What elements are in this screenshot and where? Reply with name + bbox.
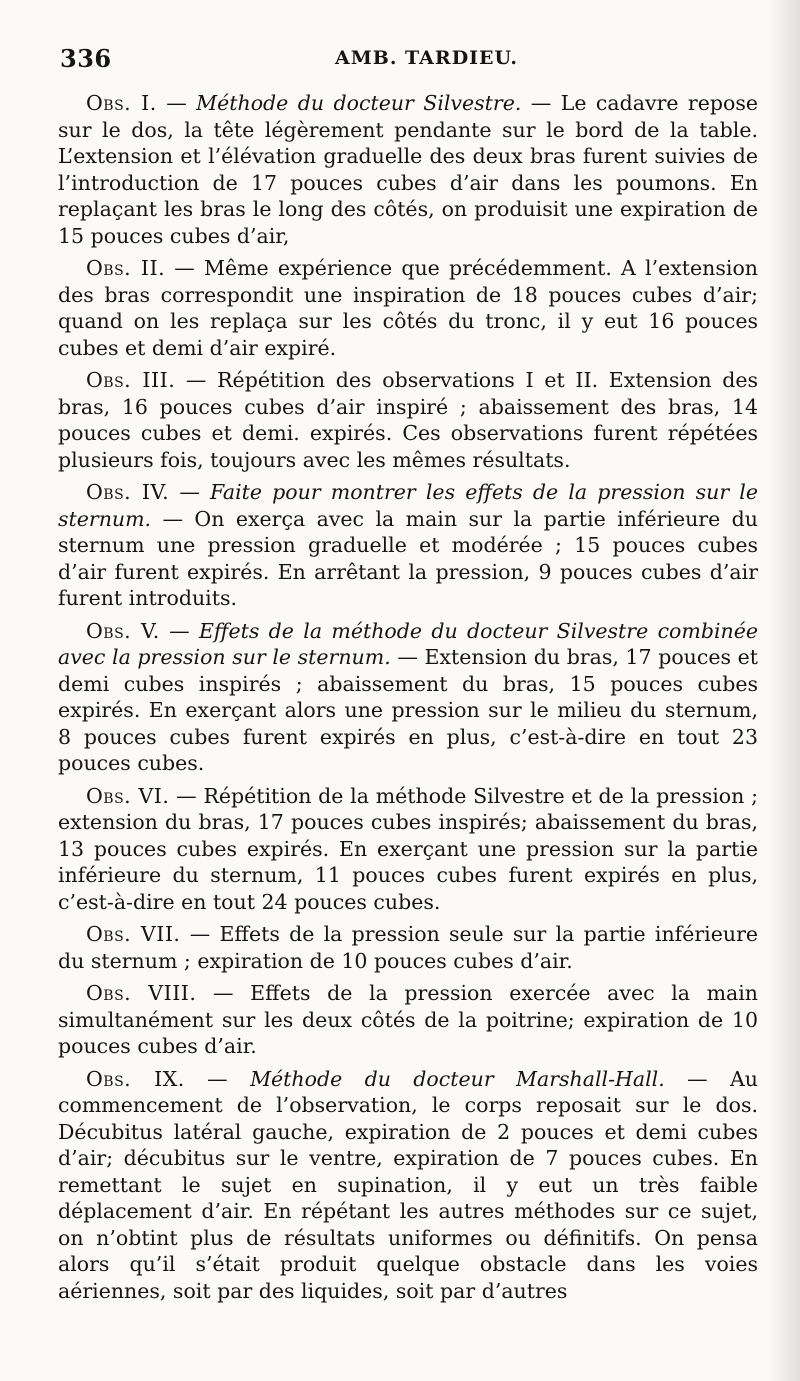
observation-label: Obs. III. xyxy=(86,368,176,392)
observation-label: Obs. IX. xyxy=(86,1066,185,1091)
observation-label: Obs. IV. xyxy=(86,480,170,504)
observation-label: Obs. V. xyxy=(86,618,160,643)
observation-text: Effets de la pression exercée avec la main simultanément sur les deux côtés de la poitrine; expiration de 10 pouces cubes d’air. xyxy=(58,981,758,1058)
observation-text: Extension du bras, 17 pouces et demi cubes inspirés ; abaissement du bras, 15 pouces cubes expirés. En exerçant alors une pression sur le milieu du sternum, 8 pouces cubes furent expirés en plus, c’est-à-dire en tout 23 pouces cubes. xyxy=(58,645,758,775)
observation-label: Obs. VIII. xyxy=(86,981,197,1005)
observation-text: Répétition de la méthode Silvestre et de la pression ; extension du bras, 17 pouces cubes inspirés; abaissement du bras, 13 pouces cubes expirés. En exerçant une pression sur la partie inférieure du sternum, 11 pouces cubes furent expirés en plus, c’est-à-dire en tout 24 pouces cubes. xyxy=(58,783,758,914)
observation-6: Obs. VI. — Répétition de la méthode Silvestre et de la pression ; extension du bras, 17 pouces cubes inspirés; abaissement du bras, 13 pouces cubes expirés. En exerçant une pression sur la partie inférieure du sternum, 11 pouces cubes furent expirés en plus, c’est-à-dire en tout 24 pouces cubes. xyxy=(58,783,758,914)
observation-label: Obs. II. xyxy=(86,256,166,280)
observation-text: Répétition des observations I et II. Extension des bras, 16 pouces cubes d’air inspiré ; abaissement des bras, 14 pouces cubes et demi. expirés. Ces observations furent répétées plusieurs fois, toujours avec les mêmes résultats. xyxy=(58,368,758,472)
observation-5: Obs. V. — Effets de la méthode du docteur Silvestre combinée avec la pression sur le sternum. — Extension du bras, 17 pouces et demi cubes inspirés ; abaissement du bras, 15 pouces cubes expirés. En exerçant alors une pression sur le milieu du sternum, 8 pouces cubes furent expirés en plus, c’est-à-dire en tout 23 pouces cubes. xyxy=(58,618,758,775)
observation-3: Obs. III. — Répétition des observations I et II. Extension des bras, 16 pouces cubes d’air inspiré ; abaissement des bras, 14 pouces cubes et demi. expirés. Ces observations furent répétées plusieurs fois, toujours avec les mêmes résultats. xyxy=(58,368,758,472)
observation-title: Faite pour montrer les effets de la pression sur le sternum. xyxy=(58,480,758,531)
observation-8: Obs. VIII. — Effets de la pression exercée avec la main simultanément sur les deux côtés de la poitrine; expiration de 10 pouces cubes d’air. xyxy=(58,981,758,1058)
body-text xyxy=(58,90,758,1310)
observation-text: Le cadavre repose sur le dos, la tête légèrement pendante sur le bord de la table. L’extension et l’élévation graduelle des deux bras furent suivies de l’introduction de 17 pouces cubes d’air dans les poumons. En replaçant les bras le long des côtés, on produisit une expiration de 15 pouces cubes d’air, xyxy=(58,91,758,248)
observation-label: Obs. I. xyxy=(86,91,157,115)
observation-2: Obs. II. — Même expérience que précédemment. A l’extension des bras correspondit une inspiration de 18 pouces cubes d’air; quand on les replaça sur les côtés du tronc, il y eut 16 pouces cubes et demi d’air expiré. xyxy=(58,256,758,360)
observation-text: Au commencement de l’observation, le corps reposait sur le dos. Décubitus latéral gauche, expiration de 2 pouces et demi cubes d’air; décubitus sur le ventre, expiration de 7 pouces cubes. En remettant le sujet en supination, il y eut un très faible déplacement d’air. En répétant les autres méthodes sur ce sujet, on n’obtint plus de résultats uniformes ou définitifs. On pensa alors qu’il s’était produit quelque obstacle dans les voies aériennes, soit par des liquides, soit par d’autres xyxy=(58,1066,758,1303)
observation-title: Méthode du docteur Silvestre. xyxy=(196,91,522,115)
observation-text: Effets de la pression seule sur la partie inférieure du sternum ; expiration de 10 pouces cubes d’air. xyxy=(58,922,758,973)
observation-1: Obs. I. — Méthode du docteur Silvestre. — Le cadavre repose sur le dos, la tête légèrement pendante sur le bord de la table. L’extension et l’élévation graduelle des deux bras furent suivies de l’introduction de 17 pouces cubes d’air dans les poumons. En replaçant les bras le long des côtés, on produisit une expiration de 15 pouces cubes d’air, xyxy=(58,91,758,248)
observation-4: Obs. IV. — Faite pour montrer les effets de la pression sur le sternum. — On exerça avec la main sur la partie inférieure du sternum une pression graduelle et modérée ; 15 pouces cubes d’air furent expirés. En arrêtant la pression, 9 pouces cubes d’air furent introduits. xyxy=(58,480,758,610)
page-number: 336 xyxy=(60,44,112,73)
observation-text: Même expérience que précédemment. A l’extension des bras correspondit une inspiration de 18 pouces cubes d’air; quand on les replaça sur les côtés du tronc, il y eut 16 pouces cubes et demi d’air expiré. xyxy=(58,256,758,360)
observation-9: Obs. IX. — Méthode du docteur Marshall-Hall. — Au commencement de l’observation, le corps reposait sur le dos. Décubitus latéral gauche, expiration de 2 pouces et demi cubes d’air; décubitus sur le ventre, expiration de 7 pouces cubes. En remettant le sujet en supination, il y eut un très faible déplacement d’air. En répétant les autres méthodes sur ce sujet, on n’obtint plus de résultats uniformes ou définitifs. On pensa alors qu’il s’était produit quelque obstacle dans les voies aériennes, soit par des liquides, soit par d’autres xyxy=(58,1066,758,1303)
observation-text: On exerça avec la main sur la partie inférieure du sternum une pression graduelle et modérée ; 15 pouces cubes d’air furent expirés. En arrêtant la pression, 9 pouces cubes d’air furent introduits. xyxy=(58,506,758,610)
observation-title: Méthode du docteur Marshall-Hall. xyxy=(250,1066,665,1091)
observation-title: Effets de la méthode du docteur Silvestre combinée avec la pression sur le sternum. xyxy=(58,618,758,669)
observation-7: Obs. VII. — Effets de la pression seule sur la partie inférieure du sternum ; expiration de 10 pouces cubes d’air. xyxy=(58,922,758,973)
observation-label: Obs. VII. xyxy=(86,922,181,946)
running-title: AMB. TARDIEU. xyxy=(335,47,518,69)
running-head xyxy=(60,44,760,78)
page-edge-shadow xyxy=(766,0,800,1381)
observation-label: Obs. VI. xyxy=(86,783,170,808)
